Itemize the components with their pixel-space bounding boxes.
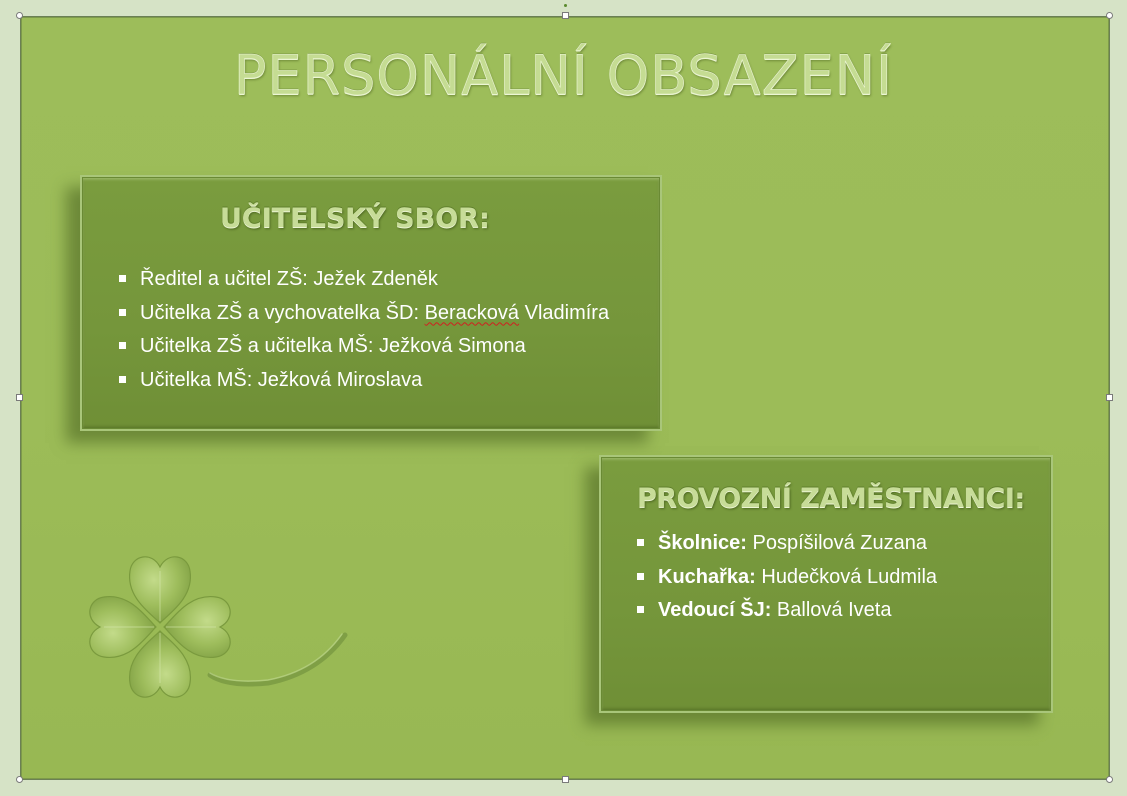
list-item: [140, 366, 609, 400]
four-leaf-clover-icon: [78, 545, 358, 710]
operating-staff-list: [658, 529, 937, 630]
list-item-text: Učitelka ZŠ a učitelka MŠ: Ježková Simona: [140, 335, 526, 357]
teaching-staff-heading: UČITELSKÝ SBOR:: [220, 203, 490, 234]
resize-handle-bottom-right[interactable]: [1106, 776, 1113, 783]
square-bullet-icon: [119, 309, 126, 316]
teaching-staff-list: [140, 265, 609, 399]
resize-handle-right[interactable]: [1106, 394, 1113, 401]
resize-handle-left[interactable]: [16, 394, 23, 401]
list-item: [140, 332, 609, 366]
resize-handle-bottom-left[interactable]: [16, 776, 23, 783]
square-bullet-icon: [119, 376, 126, 383]
list-item-text: Učitelka MŠ: Ježková Miroslava: [140, 368, 423, 391]
resize-handle-top-left[interactable]: [16, 12, 23, 19]
resize-handle-top-right[interactable]: [1106, 12, 1113, 19]
person-name: Ballová Iveta: [771, 599, 892, 621]
list-item: [658, 563, 937, 597]
role-label: Školnice:: [658, 532, 747, 554]
square-bullet-icon: [637, 573, 644, 580]
list-item-text-after: Vladimíra: [519, 301, 610, 324]
list-item: [140, 299, 609, 333]
list-item: [140, 265, 609, 299]
square-bullet-icon: [637, 606, 644, 613]
operating-staff-panel[interactable]: [599, 455, 1053, 713]
teaching-staff-panel[interactable]: [80, 175, 662, 431]
list-item-text-before: Učitelka ZŠ a vychovatelka ŠD:: [140, 301, 425, 324]
resize-handle-top[interactable]: [562, 12, 569, 19]
square-bullet-icon: [119, 342, 126, 349]
operating-staff-heading: PROVOZNÍ ZAMĚSTNANCI:: [637, 483, 1025, 514]
list-item-text: Ředitel a učitel ZŠ: Ježek Zdeněk: [140, 268, 438, 290]
square-bullet-icon: [637, 539, 644, 546]
role-label: Vedoucí ŠJ:: [658, 599, 772, 621]
list-item: [658, 596, 937, 630]
person-name: Hudečková Ludmila: [755, 565, 938, 588]
square-bullet-icon: [119, 275, 126, 282]
role-label: Kuchařka:: [658, 565, 756, 588]
rotation-handle[interactable]: [564, 4, 567, 7]
person-name: Pospíšilová Zuzana: [746, 532, 928, 554]
spellcheck-flagged-word[interactable]: Beracková: [424, 301, 520, 324]
resize-handle-bottom[interactable]: [562, 776, 569, 783]
list-item: [658, 529, 937, 563]
slide-title[interactable]: PERSONÁLNÍ OBSAZENÍ: [233, 44, 894, 107]
